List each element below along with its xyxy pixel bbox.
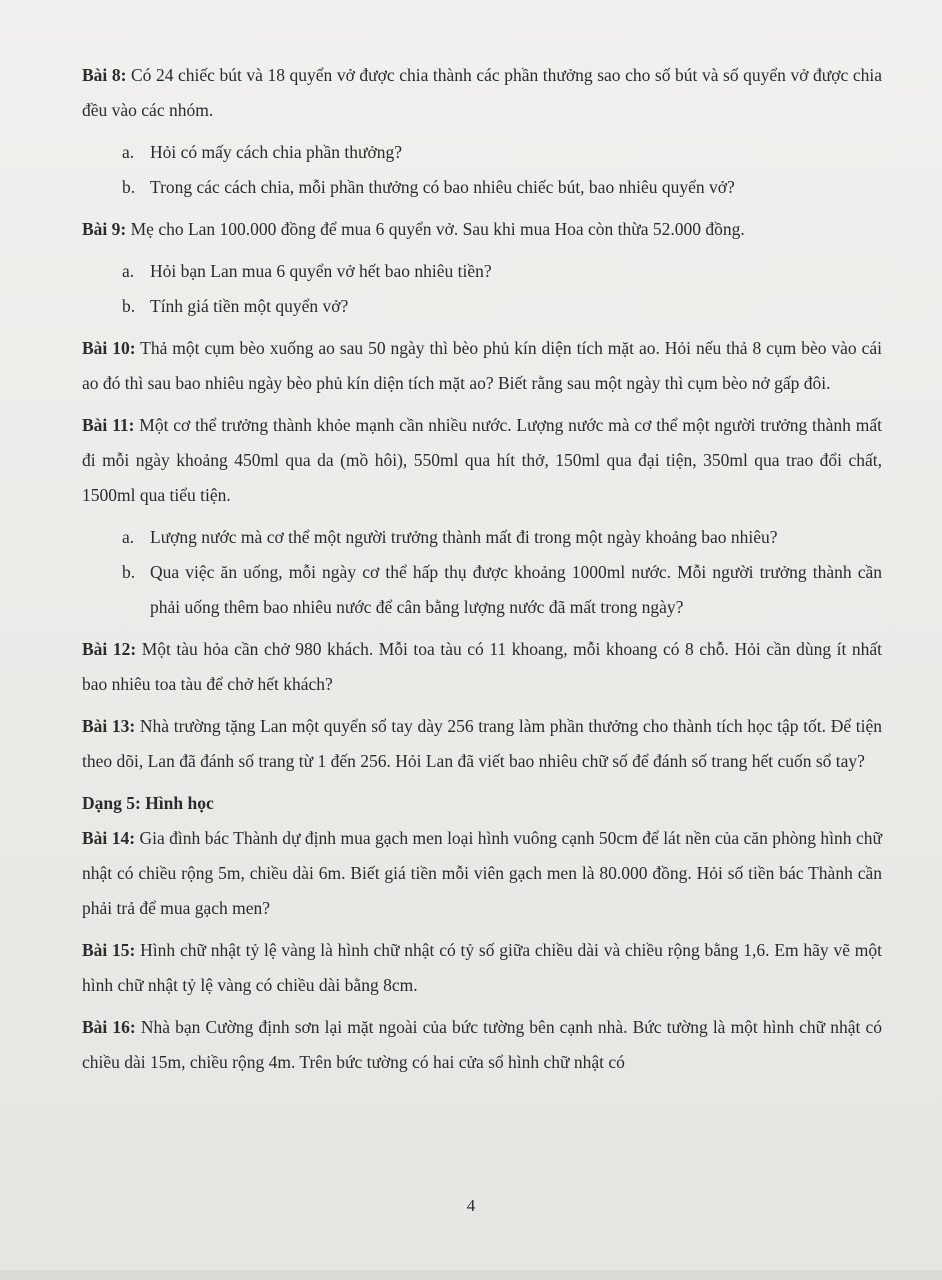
subquestion — [122, 289, 882, 324]
problem-text: Mẹ cho Lan 100.000 đồng để mua 6 quyển vở. Sau khi mua Hoa còn thừa 52.000 đồng. — [126, 219, 745, 239]
subquestion-text: Tính giá tiền một quyển vở? — [150, 296, 349, 316]
problem-label: Bài 12: — [82, 639, 137, 659]
problem-10 — [82, 331, 882, 401]
problem-14 — [82, 821, 882, 926]
subquestion-marker: a. — [122, 142, 135, 162]
problem-16 — [82, 1010, 882, 1080]
subquestion-text: Lượng nước mà cơ thể một người trưởng thành mất đi trong một ngày khoảng bao nhiêu? — [150, 527, 778, 547]
problem-8-subquestions — [82, 135, 882, 205]
problem-text: Gia đình bác Thành dự định mua gạch men loại hình vuông cạnh 50cm để lát nền của căn phòng hình chữ nhật có chiều rộng 5m, chiều dài 6m. Biết giá tiền mỗi viên gạch men là 80.000 đồng. Hỏi số tiền bác Thành cần phải trả để mua gạch men? — [82, 828, 882, 918]
problem-text: Một cơ thể trưởng thành khỏe mạnh cần nhiều nước. Lượng nước mà cơ thể một người trưởng thành mất đi mỗi ngày khoảng 450ml qua da (mồ hôi), 550ml qua hít thở, 150ml qua đại tiện, 350ml qua trao đổi chất, 1500ml qua tiểu tiện. — [82, 415, 882, 505]
subquestion — [122, 555, 882, 625]
page-number: 4 — [466, 1196, 476, 1215]
problem-9-subquestions — [82, 254, 882, 324]
subquestion — [122, 170, 882, 205]
problem-12 — [82, 632, 882, 702]
subquestion — [122, 520, 882, 555]
subquestion-text: Hỏi có mấy cách chia phần thưởng? — [150, 142, 402, 162]
problem-text: Nhà bạn Cường định sơn lại mặt ngoài của bức tường bên cạnh nhà. Bức tường là một hình chữ nhật có chiều dài 15m, chiều rộng 4m. Trên bức tường có hai cửa sổ hình chữ nhật có — [82, 1017, 882, 1072]
problem-label: Bài 14: — [82, 828, 136, 848]
problem-13 — [82, 709, 882, 779]
problem-8 — [82, 58, 882, 128]
problem-label: Bài 9: — [82, 219, 127, 239]
subquestion-marker: b. — [122, 296, 136, 316]
subquestion-marker: a. — [122, 527, 135, 547]
problem-label: Bài 13: — [82, 716, 136, 736]
problem-text: Nhà trường tặng Lan một quyển sổ tay dày 256 trang làm phần thưởng cho thành tích học tập tốt. Để tiện theo dõi, Lan đã đánh số trang từ 1 đến 256. Hỏi Lan đã viết bao nhiêu chữ số để đánh số trang hết cuốn sổ tay? — [82, 716, 882, 771]
problem-label: Bài 8: — [82, 65, 127, 85]
problem-9 — [82, 212, 882, 247]
subquestion-text: Qua việc ăn uống, mỗi ngày cơ thể hấp thụ được khoảng 1000ml nước. Mỗi người trưởng thành cần phải uống thêm bao nhiêu nước để cân bằng lượng nước đã mất trong ngày? — [150, 562, 882, 617]
bottom-edge — [0, 1270, 942, 1280]
problem-label: Bài 16: — [82, 1017, 136, 1037]
problem-15 — [82, 933, 882, 1003]
subquestion — [122, 135, 882, 170]
problem-text: Thả một cụm bèo xuống ao sau 50 ngày thì bèo phủ kín diện tích mặt ao. Hỏi nếu thả 8 cụm bèo vào cái ao đó thì sau bao nhiêu ngày bèo phủ kín diện tích mặt ao? Biết rằng sau một ngày thì cụm bèo nở gấp đôi. — [82, 338, 882, 393]
section-title: Dạng 5: Hình học — [82, 793, 214, 813]
subquestion — [122, 254, 882, 289]
problem-11-subquestions — [82, 520, 882, 625]
subquestion-marker: a. — [122, 261, 135, 281]
subquestion-marker: b. — [122, 562, 136, 582]
subquestion-text: Hỏi bạn Lan mua 6 quyển vở hết bao nhiêu tiền? — [150, 261, 492, 281]
subquestion-text: Trong các cách chia, mỗi phần thưởng có bao nhiêu chiếc bút, bao nhiêu quyển vở? — [150, 177, 735, 197]
problem-text: Hình chữ nhật tỷ lệ vàng là hình chữ nhật có tỷ số giữa chiều dài và chiều rộng bằng 1,6. Em hãy vẽ một hình chữ nhật tỷ lệ vàng có chiều dài bằng 8cm. — [82, 940, 882, 995]
problem-11 — [82, 408, 882, 513]
problem-label: Bài 10: — [82, 338, 136, 358]
page-content — [82, 58, 882, 1087]
problem-text: Có 24 chiếc bút và 18 quyển vở được chia thành các phần thưởng sao cho số bút và số quyển vở được chia đều vào các nhóm. — [82, 65, 882, 120]
problem-text: Một tàu hỏa cần chở 980 khách. Mỗi toa tàu có 11 khoang, mỗi khoang có 8 chỗ. Hỏi cần dùng ít nhất bao nhiêu toa tàu để chở hết khách? — [82, 639, 882, 694]
problem-label: Bài 15: — [82, 940, 136, 960]
problem-label: Bài 11: — [82, 415, 135, 435]
subquestion-marker: b. — [122, 177, 136, 197]
